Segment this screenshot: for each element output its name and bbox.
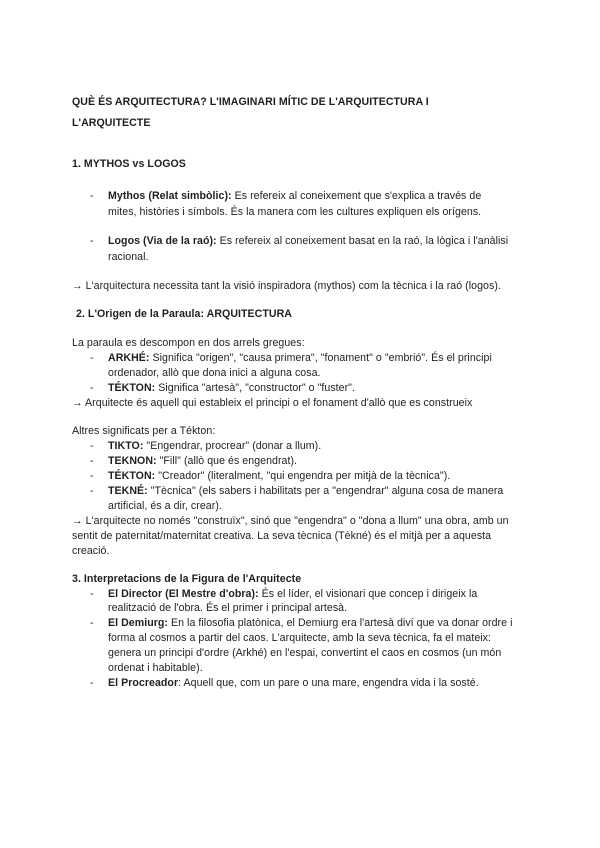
demiurg-text-line-3: genera un principi d'ordre (Arkhé) en l'espai, convertint el caos en cosmos (un món: [108, 647, 502, 659]
list-dash: -: [90, 677, 94, 689]
list-dash: -: [90, 455, 94, 467]
teknon-term: TEKNON:: [108, 455, 157, 467]
procreador-term: El Procreador: [108, 677, 179, 689]
mythos-text: Es refereix al coneixement que s'explica a través de: [231, 190, 482, 202]
section-2-conclusion-1: → Arquitecte és aquell qui estableix el principi o el fonament d'allò que es construeix: [72, 397, 473, 409]
logos-term: Logos (Via de la raó):: [108, 235, 217, 247]
mythos-item: [108, 189, 481, 204]
list-dash: -: [90, 588, 94, 600]
demiurg-text: En la filosofia platònica, el Demiurg era l'artesà diví que va donar ordre i: [168, 617, 513, 629]
list-dash: -: [90, 485, 94, 497]
section-1-heading: 1. MYTHOS vs LOGOS: [72, 158, 186, 170]
demiurg-item: [108, 616, 512, 631]
section-3-heading: 3. Interpretacions de la Figura de l'Arquitecte: [72, 573, 302, 585]
section-1-conclusion: → L'arquitectura necessita tant la visió inspiradora (mythos) com la tècnica i la raó (logos).: [72, 280, 501, 292]
director-item: [108, 587, 477, 602]
tekne-text: "Tècnica" (els sabers i habilitats per a "engendrar" alguna cosa de manera: [147, 485, 504, 497]
procreador-text: : Aquell que, com un pare o una mare, engendra vida i la sosté.: [178, 677, 479, 689]
demiurg-text-line-2: forma al cosmos a partir del caos. L'arquitecte, amb la seva tècnica, fa el mateix:: [108, 632, 492, 644]
list-dash: -: [90, 470, 94, 482]
section-2-conclusion-2-line-3: creació.: [72, 545, 110, 557]
teknon-text: "Fill" (allò que és engendrat).: [156, 455, 298, 467]
section-2-conclusion-2-line-1: → L'arquitecte no només "construïx", sinó que "engendra" o "dona a llum" una obra, amb un: [72, 515, 509, 527]
demiurg-term: El Demiurg:: [108, 617, 169, 629]
director-term: El Director (El Mestre d'obra):: [108, 588, 259, 600]
list-dash: -: [90, 440, 94, 452]
list-dash: -: [90, 617, 94, 629]
tikto-text: "Engendrar, procrear" (donar a llum).: [143, 440, 322, 452]
document-title-line-2: L'ARQUITECTE: [72, 117, 151, 129]
list-dash: -: [90, 190, 94, 202]
tekton-text: Significa "artesà", "constructor" o "fuster".: [155, 382, 355, 394]
arkhe-text-line-2: ordenador, allò que dona inici a alguna cosa.: [108, 367, 321, 379]
tekne-item: [108, 484, 503, 499]
list-dash: -: [90, 382, 94, 394]
tikto-term: TIKTO:: [108, 440, 144, 452]
tekton2-item: [108, 469, 450, 484]
tekton2-text: "Creador" (literalment, "qui engendra per mitjà de la tècnica").: [155, 470, 451, 482]
arkhe-text: Significa "origen", "causa primera", "fonament" o "embrió". És el principi: [149, 352, 492, 364]
director-text-line-2: realització de l'obra. És el primer i principal artesà.: [108, 602, 348, 614]
mythos-term: Mythos (Relat simbòlic):: [108, 190, 232, 202]
teknon-item: [108, 454, 297, 469]
tekne-text-line-2: artificial, és a dir, crear).: [108, 500, 222, 512]
mythos-text-line-2: mites, històries i símbols. És la manera com les cultures expliquen els orígens.: [108, 206, 482, 218]
section-2-heading: 2. L'Origen de la Paraula: ARQUITECTURA: [76, 308, 292, 320]
tekton-term: TÉKTON:: [108, 382, 156, 394]
logos-text-line-2: racional.: [108, 251, 149, 263]
logos-text: Es refereix al coneixement basat en la raó, la lògica i l'anàlisi: [216, 235, 509, 247]
tekne-term: TEKNÉ:: [108, 485, 148, 497]
tekton2-term: TÉKTON:: [108, 470, 156, 482]
list-dash: -: [90, 235, 94, 247]
director-text: És el líder, el visionari que concep i dirigeix la: [258, 588, 478, 600]
document-title-line-1: QUÈ ÉS ARQUITECTURA? L'IMAGINARI MÍTIC DE L'ARQUITECTURA I: [72, 96, 429, 108]
section-2-conclusion-2-line-2: sentit de paternitat/maternitat creativa. La seva tècnica (Tèkné) és el mitjà per a aquesta: [72, 530, 492, 542]
procreador-item: [108, 676, 479, 691]
logos-item: [108, 234, 508, 249]
altres-significats: Altres significats per a Tékton:: [72, 425, 216, 437]
demiurg-text-line-4: ordenat i habitable).: [108, 662, 203, 674]
tekton-item: [108, 381, 355, 396]
section-2-intro: La paraula es descompon en dos arrels gregues:: [72, 337, 305, 349]
arkhe-term: ARKHÉ:: [108, 352, 150, 364]
tikto-item: [108, 439, 321, 454]
list-dash: -: [90, 352, 94, 364]
arkhe-item: [108, 351, 492, 366]
